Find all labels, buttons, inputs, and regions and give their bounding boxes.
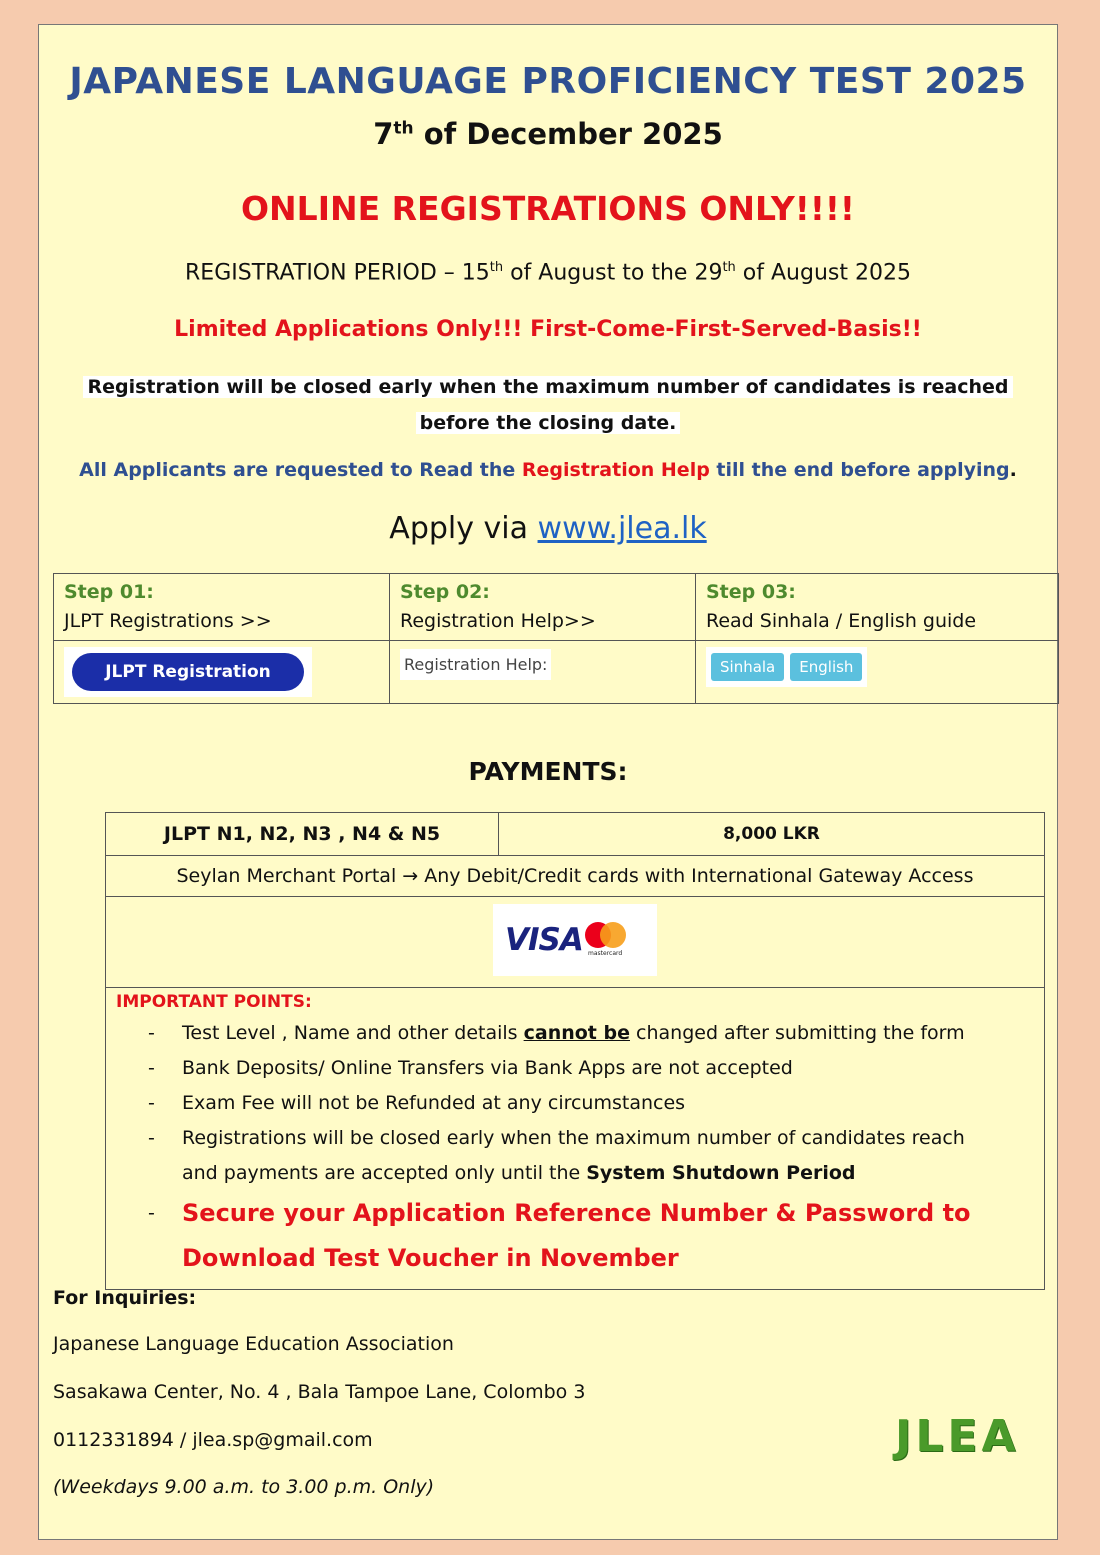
organization-name: Japanese Language Education Association [53,1333,454,1355]
step-1: Step 01: JLPT Registrations >> [54,574,390,641]
apply-via: Apply via www.jlea.lk [389,511,707,546]
jlpt-registration-button[interactable]: JLPT Registration [64,647,312,697]
website-link[interactable]: www.jlea.lk [537,511,707,546]
english-guide-button[interactable]: English [790,653,862,681]
list-item: - Exam Fee will not be Refunded at any circumstances [148,1092,686,1114]
list-item: - Registrations will be closed early when the maximum number of candidates reach and payments are accepted only until the System Shutdown Period [148,1127,965,1184]
payments-table [105,812,1045,1290]
contact-info: 0112331894 / jlea.sp@gmail.com [53,1429,373,1451]
step-3: Step 03: Read Sinhala / English guide [696,574,1059,641]
read-help-notice: All Applicants are requested to Read the Registration Help till the end before applying. [79,459,1017,481]
list-item: - Secure your Application Reference Number & Password to Download Test Voucher in November [148,1199,971,1272]
visa-logo: VISA [505,921,583,958]
important-points [106,988,1045,1290]
exam-fee: 8,000 LKR [499,813,1045,856]
step-2: Step 02: Registration Help>> [390,574,696,641]
address: Sasakawa Center, No. 4 , Bala Tampoe Lane, Colombo 3 [53,1381,586,1403]
test-date: 7th of December 2025 [373,117,723,151]
inquiries-heading: For Inquiries: [53,1287,197,1309]
flyer-page [38,24,1058,1540]
registration-period: REGISTRATION PERIOD – 15th of August to the 29th of August 2025 [185,260,911,286]
jlea-logo: JLEA [895,1411,1020,1462]
test-levels: JLPT N1, N2, N3 , N4 & N5 [106,813,499,856]
important-points-heading: IMPORTANT POINTS: [116,992,312,1012]
payment-portal: Seylan Merchant Portal → Any Debit/Credit cards with International Gateway Access [106,856,1045,897]
early-close-notice: Registration will be closed early when the maximum number of candidates is reached before the closing date. [39,369,1057,441]
registration-help-button[interactable]: Registration Help: [400,649,551,680]
office-hours: (Weekdays 9.00 a.m. to 3.00 p.m. Only) [53,1476,435,1498]
list-item: - Test Level , Name and other details cannot be changed after submitting the form [148,1022,965,1044]
online-only-notice: ONLINE REGISTRATIONS ONLY!!!! [241,189,855,228]
card-logos: VISA mastercard [493,904,657,976]
payments-heading: PAYMENTS: [468,757,628,786]
limited-applications-notice: Limited Applications Only!!! First-Come-First-Served-Basis!! [174,317,922,342]
page-title: JAPANESE LANGUAGE PROFICIENCY TEST 2025 [69,61,1027,102]
list-item: - Bank Deposits/ Online Transfers via Bank Apps are not accepted [148,1057,793,1079]
steps-table [53,573,1059,704]
sinhala-guide-button[interactable]: Sinhala [711,653,784,681]
